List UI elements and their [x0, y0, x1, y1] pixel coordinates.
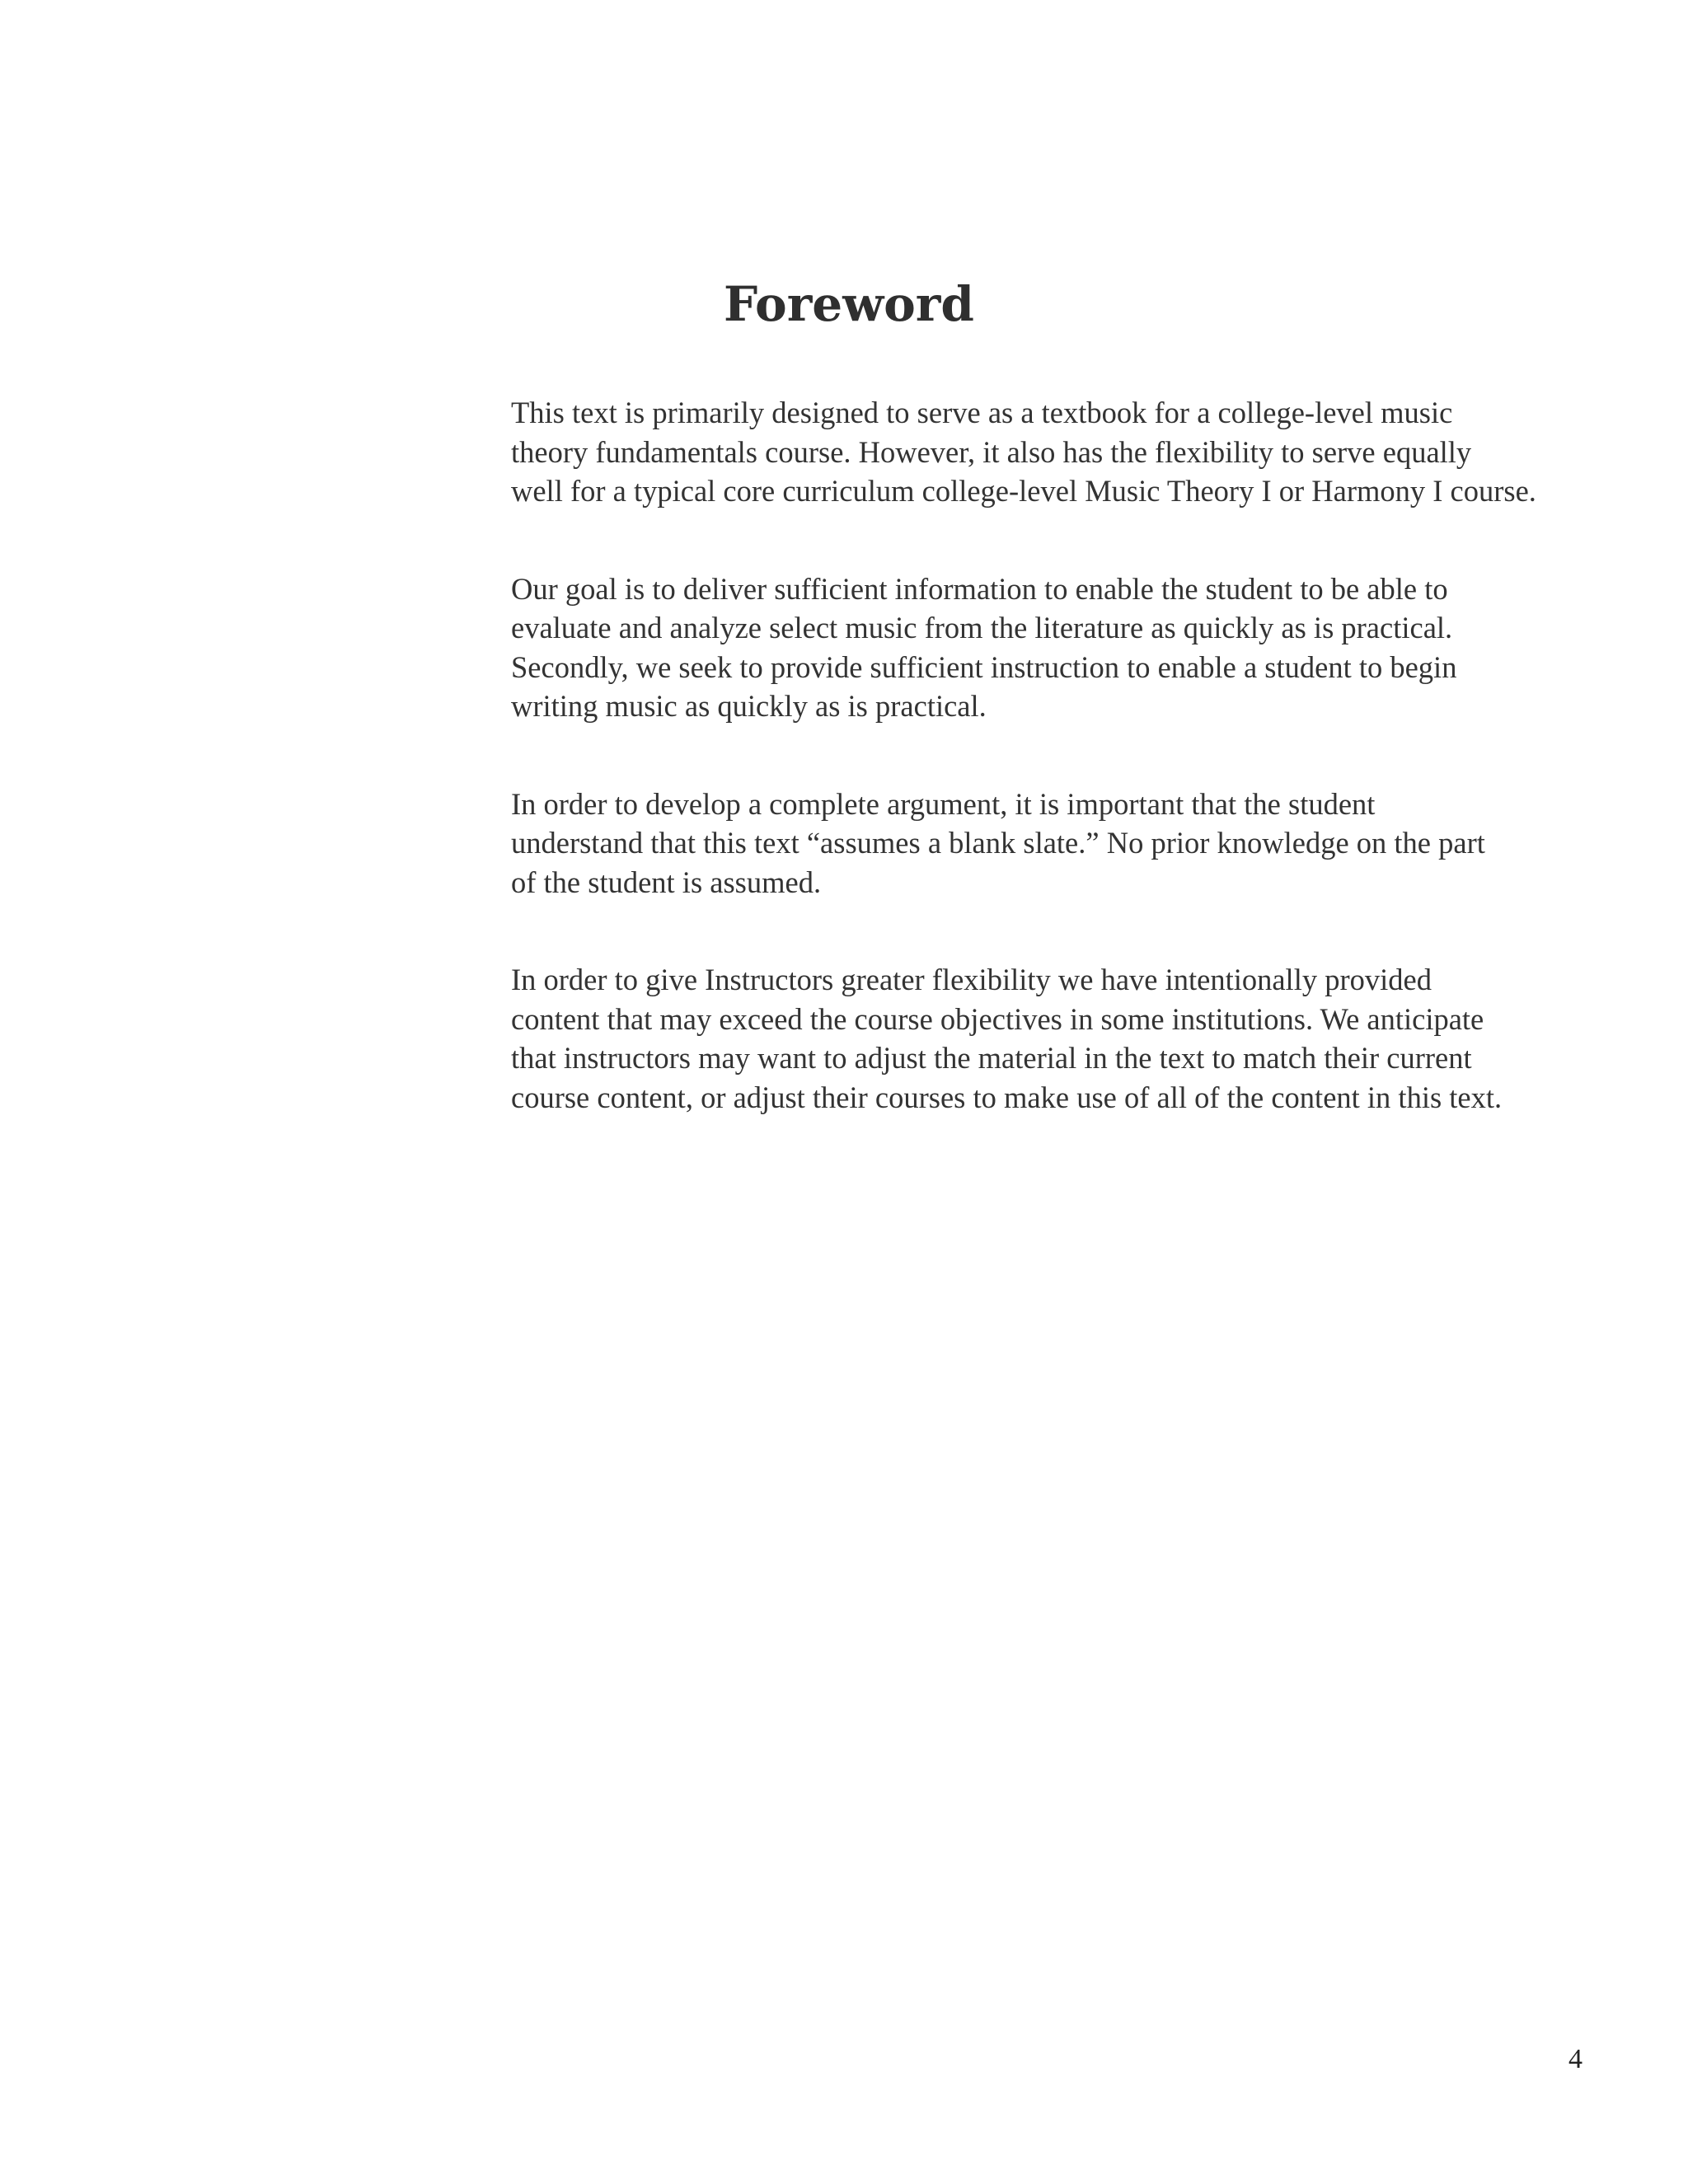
paragraph-blank-slate: In order to develop a complete argument, it is important that the student understand that this text “assumes a blank slate.” No prior knowledge on the part of the student is assumed. [511, 786, 1485, 899]
page-title: Foreword [724, 276, 974, 332]
paragraph-flexibility: In order to give Instructors greater flexibility we have intentionally provided content that may exceed the course objectives in some institutions. We anticipate that instructors may want to adjust the material in the text to match their current course content, or adjust their courses to make use of all of the content in this text. [511, 963, 1503, 1114]
page-number: 4 [1568, 2044, 1582, 2074]
paragraph-purpose: This text is primarily designed to serve as a textbook for a college-level music theory fundamentals course. However, it also has the flexibility to serve equally well for a typical core curriculum college-level Music Theory I or Harmony I course. [511, 396, 1536, 508]
paragraph-goal: Our goal is to deliver sufficient information to enable the student to be able to evaluate and analyze select music from the literature as quickly as is practical. Secondly, we seek to provide sufficient instruction to enable a student to begin writing music as quickly as is practical. [511, 571, 1457, 723]
foreword-body [511, 393, 1582, 1175]
